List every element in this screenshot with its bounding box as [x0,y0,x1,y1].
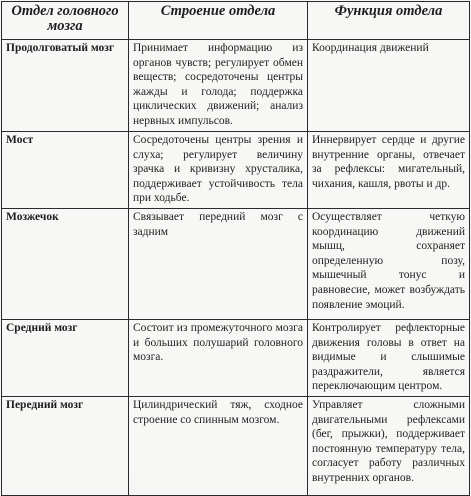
table-row [2,132,470,209]
cell-department: Мост [2,132,129,209]
header-structure: Строение отдела [129,2,308,40]
cell-function: Координация движений [308,40,470,132]
table-row [2,320,470,397]
table-row [2,396,470,495]
table-row [2,209,470,320]
header-function: Функция отдела [308,2,470,40]
cell-structure: Связывает передний мозг с задним [129,209,308,320]
cell-structure: Цилиндрический тяж, сходное строение со спинным мозгом. [129,396,308,495]
cell-function: Иннервирует сердце и другие внутренние органы, отвечает за рефлексы: мигательный, чихания, кашля, рвоты и др. [308,132,470,209]
header-department: Отдел головного мозга [2,2,129,40]
cell-structure: Состоит из промежуточного мозга и больших полушарий головного мозга. [129,320,308,397]
cell-structure: Сосредоточены центры зрения и слуха; регулирует величину зрачка и кривизну хрусталика, поддерживает устойчивость тела при ходьбе. [129,132,308,209]
cell-function: Управляет сложными двигательными рефлексами (бег, прыжки), поддерживает постоянную температуру тела, согласует работу различных внутренних органов. [308,396,470,495]
cell-structure: Принимает информацию из органов чувств; регулирует обмен веществ; сосредоточены центры жажды и голода; поддержка циклических движений; анализ нервных импульсов. [129,40,308,132]
brain-departments-table [1,1,470,496]
cell-department: Передний мозг [2,396,129,495]
document-page [1,1,469,484]
cell-function: Контролирует рефлекторные движения головы в ответ на видимые и слышимые раздражители, является переключающим центром. [308,320,470,397]
table-header-row [2,2,470,40]
cell-department: Мозжечок [2,209,129,320]
cell-department: Продолговатый мозг [2,40,129,132]
cell-department: Средний мозг [2,320,129,397]
cell-function: Осуществляет четкую координацию движений мышц, сохраняет определенную позу, мышечный тонус и равновесие, может возбуждать появление эмоций. [308,209,470,320]
table-row [2,40,470,132]
